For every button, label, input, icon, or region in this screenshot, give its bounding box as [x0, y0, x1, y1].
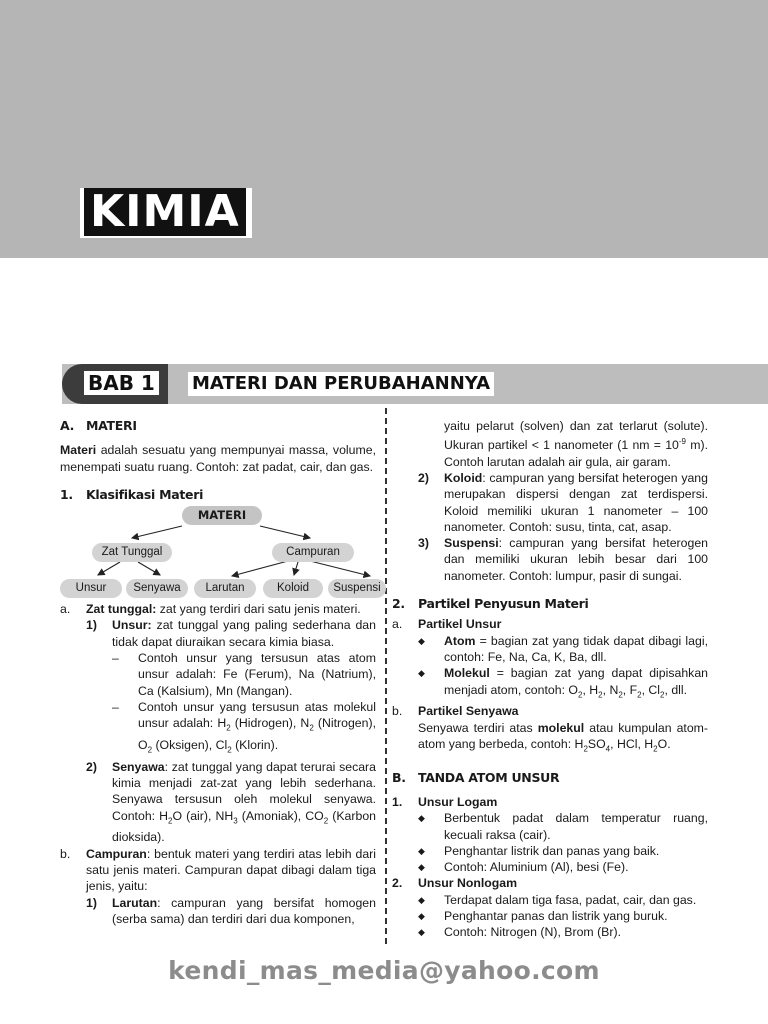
arrow-campuran-suspensi — [310, 561, 370, 576]
node-larutan: Larutan — [194, 579, 256, 598]
node-materi: MATERI — [182, 506, 262, 525]
node-koloid: Koloid — [263, 579, 323, 598]
section-a-heading: A. MATERI — [60, 418, 137, 433]
partikel-unsur-heading: a. Partikel Unsur — [392, 617, 502, 632]
unsur-nonlogam-heading: 2. Unsur Nonlogam — [392, 876, 518, 891]
node-campuran: Campuran — [272, 543, 354, 562]
item-a1-dash-atom: – Contoh unsur yang tersusun atas atom unsur adalah: Fe (Ferum), Na (Natrium), Ca (Kalsium), Mn (Mangan). — [112, 651, 376, 698]
nonlogam-item: ◆ Contoh: Nitrogen (N), Brom (Br). — [418, 925, 621, 940]
left-column — [60, 418, 381, 927]
page-title: KIMIA — [80, 188, 252, 238]
bullet-icon: ◆ — [418, 635, 425, 646]
item-a-zat-tunggal: a. Zat tunggal: zat yang terdiri dari satu jenis materi. — [60, 602, 361, 617]
node-suspensi: Suspensi — [328, 579, 386, 598]
bullet-molekul: ◆ Molekul = bagian zat yang dapat dipisahkan menjadi atom, contoh: $O_2$, $H_2$, $N_2$, $F_2$, $Cl_2$, dll. — [392, 665, 708, 703]
column-divider — [385, 408, 387, 944]
item-b-campuran: b. Campuran: bentuk materi yang terdiri atas lebih dari satu jenis materi. Campuran dapat dibagi dalam tiga jenis, yaitu: — [60, 846, 376, 894]
nonlogam-item: ◆ Terdapat dalam tiga fasa, padat, cair, dan gas. — [418, 892, 697, 907]
materi-definition: Materi adalah sesuatu yang mempunyai massa, volume, menempati suatu ruang. Contoh: zat padat, cair, dan gas. — [60, 443, 376, 474]
item-b3-suspensi: 3) Suspensi: campuran yang bersifat heterogen dan memiliki ukuran lebih besar dari 100 nanometer. Contoh: lumpur, pasir di sungai. — [418, 536, 708, 583]
subsection-2-heading: 2. Partikel Penyusun Materi — [392, 596, 589, 612]
logam-item: ◆ Penghantar listrik dan panas yang baik. — [418, 843, 660, 858]
node-senyawa: Senyawa — [126, 579, 188, 598]
node-unsur: Unsur — [60, 579, 122, 598]
bullet-icon: ◆ — [418, 894, 425, 905]
chapter-title: MATERI DAN PERUBAHANNYA — [188, 372, 494, 396]
partikel-senyawa-text: Senyawa terdiri atas molekul atau kumpulan atom-atom yang berbeda, contoh: $H_2SO_4$, HCl, $H_2O$. — [418, 720, 709, 754]
unsur-logam-heading: 1. Unsur Logam — [392, 794, 498, 809]
logam-item: ◆ Berbentuk padat dalam temperatur ruang, kecuali raksa (cair). — [418, 811, 708, 842]
section-b-heading: B. TANDA ATOM UNSUR — [392, 769, 560, 785]
bullet-icon: ◆ — [418, 845, 425, 856]
item-a1-unsur: 1) Unsur: zat tunggal yang paling sederhana dan tidak dapat diuraikan secara kimia biasa. — [86, 618, 376, 649]
arrow-zat-unsur — [98, 562, 120, 575]
classification-diagram — [60, 505, 390, 597]
arrow-campuran-koloid — [294, 562, 298, 575]
chapter-badge: BAB 1 — [62, 364, 168, 404]
partikel-senyawa-heading: b. Partikel Senyawa — [392, 704, 519, 719]
larutan-continued: yaitu pelarut (solven) dan zat terlarut (solute). Ukuran partikel < 1 nanometer (1 nm = $10^{-9}$ m). Contoh larutan adalah air gula, air garam. — [444, 419, 708, 469]
item-a1-dash-molekul: – Contoh unsur yang tersusun atas molekul unsur adalah: $H_2$ (Hidrogen), $N_2$ (Nitrogen), $O_2$ (Oksigen), $Cl_2$ (Klorin). — [112, 699, 376, 755]
arrow-zat-senyawa — [138, 562, 160, 575]
nonlogam-item: ◆ Penghantar panas dan listrik yang buruk. — [418, 909, 668, 924]
logam-item: ◆ Contoh: Aluminium (Al), besi (Fe). — [418, 860, 629, 875]
node-zat-tunggal: Zat Tunggal — [92, 543, 172, 562]
item-b1-larutan: 1) Larutan: campuran yang bersifat homogen (serba sama) dan terdiri dari dua komponen, — [86, 895, 376, 926]
right-column — [392, 418, 708, 941]
bullet-atom: ◆ Atom = bagian zat yang tidak dapat dibagi lagi, contoh: Fe, Na, Ca, K, Ba, dll. — [418, 633, 708, 664]
bullet-icon: ◆ — [418, 813, 425, 824]
subsection-1-heading: 1. Klasifikasi Materi — [60, 486, 204, 502]
item-a2-senyawa: 2) Senyawa: zat tunggal yang dapat terurai secara kimia menjadi zat-zat yang lebih sederhana. Senyawa tersusun oleh molekul senyawa. Contoh: $H_2O$ (air), $NH_3$ (Amoniak), $CO_2$ (Karbon dioksida). — [86, 759, 377, 845]
arrow-materi-campuran — [260, 526, 310, 538]
arrow-campuran-larutan — [232, 561, 288, 576]
bullet-icon: ◆ — [418, 668, 425, 679]
footer-email: kendi_mas_media@yahoo.com — [168, 956, 600, 985]
bullet-icon: ◆ — [418, 927, 425, 938]
bullet-icon: ◆ — [418, 911, 425, 922]
item-b2-koloid: 2) Koloid: campuran yang bersifat heterogen yang merupakan dispersi dengan zat terdispersi. Koloid memiliki ukuran 1 nanometer – 100 nanometer. Contoh: susu, tinta, cat, asap. — [418, 470, 708, 534]
bullet-icon: ◆ — [418, 862, 425, 873]
arrow-materi-zat-tunggal — [132, 526, 182, 538]
